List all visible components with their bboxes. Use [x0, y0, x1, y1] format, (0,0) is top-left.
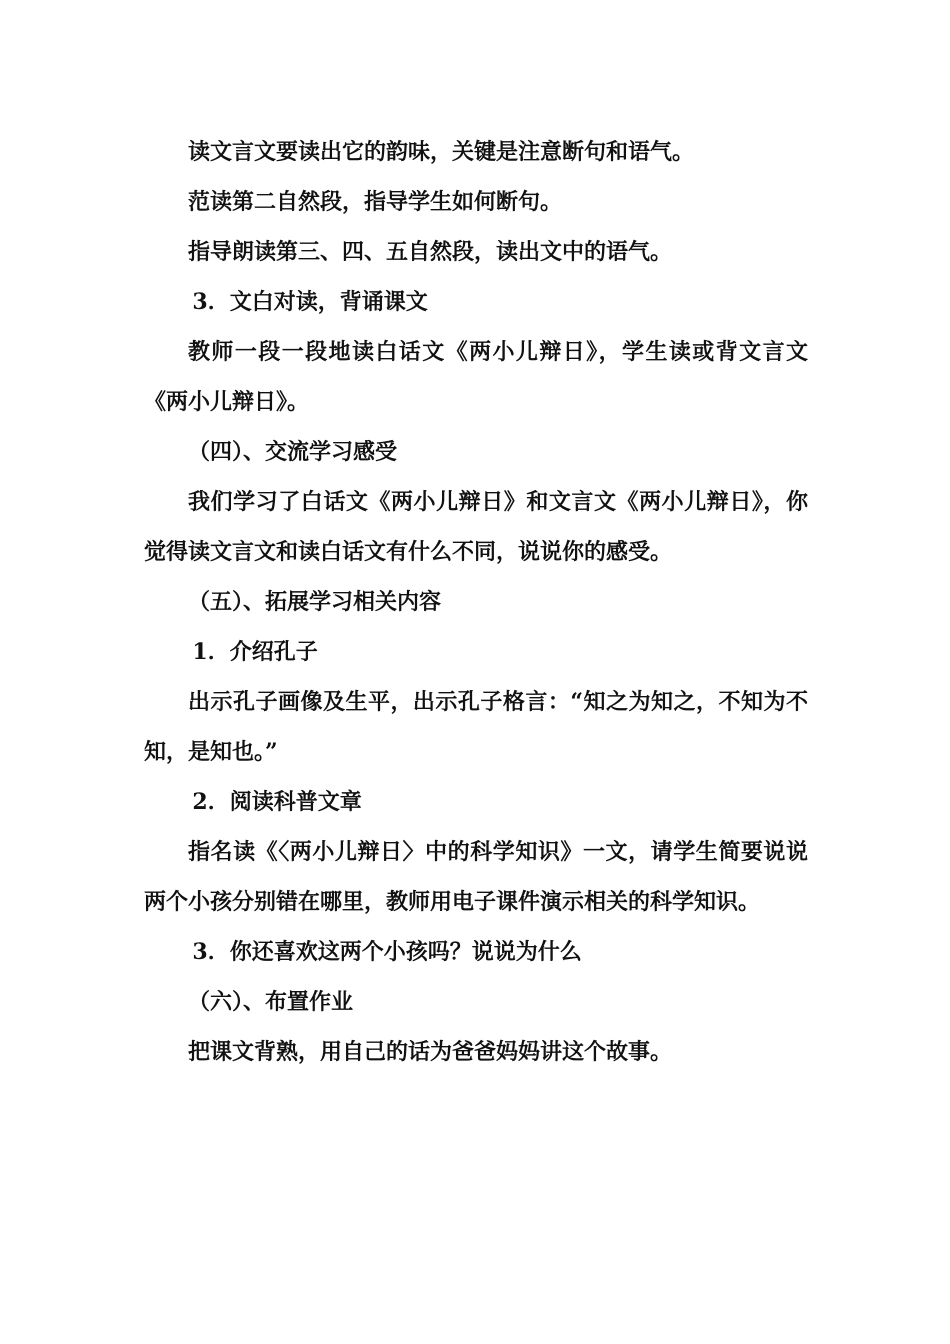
paragraph-reading-tips: 读文言文要读出它的韵味，关键是注意断句和语气。 [188, 139, 695, 165]
paragraph-model-reading: 范读第二自然段，指导学生如何断句。 [188, 189, 563, 215]
paragraph-guided-reading: 指导朗读第三、四、五自然段，读出文中的语气。 [188, 239, 673, 265]
section-heading-4: （四）、交流学习感受 [188, 439, 398, 465]
paragraph-discussion: 我们学习了白话文《两小儿辩日》和文言文《两小儿辩日》，你觉得读文言文和读白话文有什么不同，说说你的感受。 [144, 489, 808, 565]
item-heading-3b: 3．你还喜欢这两个小孩吗？说说为什么 [192, 939, 582, 965]
paragraph-homework: 把课文背熟，用自己的话为爸爸妈妈讲这个故事。 [188, 1039, 673, 1065]
section-heading-5: （五）、拓展学习相关内容 [188, 589, 442, 615]
item-heading-3: 3．文白对读，背诵课文 [192, 289, 428, 315]
document-body [144, 127, 808, 1077]
item-heading-2: 2．阅读科普文章 [192, 789, 362, 815]
item-heading-1: 1．介绍孔子 [192, 639, 318, 665]
paragraph-science-article: 指名读《〈两小儿辩日〉中的科学知识》一文，请学生简要说说两个小孩分别错在哪里，教师用电子课件演示相关的科学知识。 [144, 839, 808, 915]
paragraph-confucius: 出示孔子画像及生平，出示孔子格言：“知之为知之，不知为不知，是知也。” [144, 689, 808, 765]
paragraph-teacher-reading: 教师一段一段地读白话文《两小儿辩日》，学生读或背文言文《两小儿辩日》。 [144, 339, 808, 415]
section-heading-6: （六）、布置作业 [188, 989, 354, 1015]
